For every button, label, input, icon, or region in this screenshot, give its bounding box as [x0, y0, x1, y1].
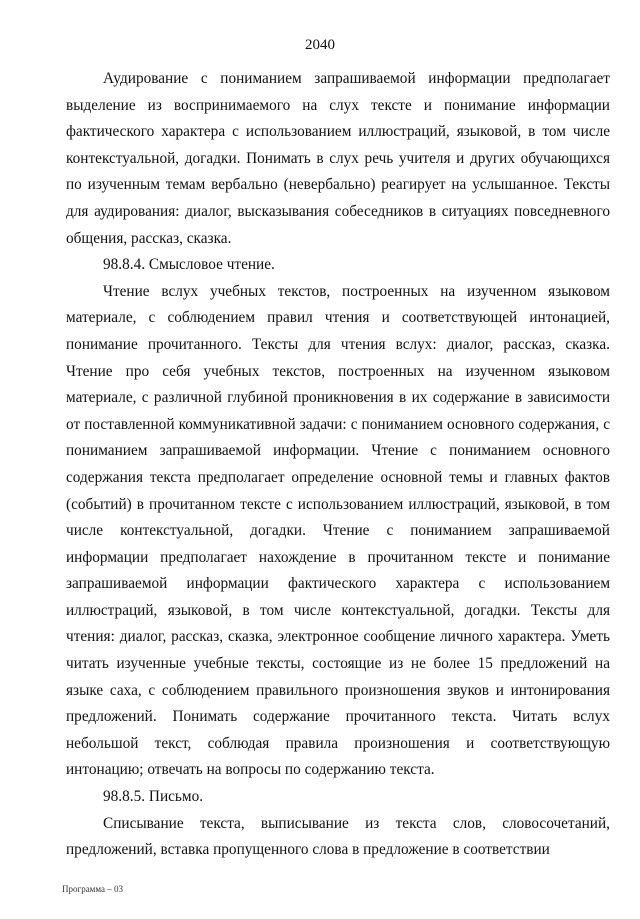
paragraph-reading: Чтение вслух учебных текстов, построенных на изученном языковом материале, с соблюдением правил чтения и соответствующей интонацией, понимание прочитанного. Тексты для чтения вслух: диалог, рассказ, сказка. Чтение про себя учебных текстов, построенных на изученном языковом материале, с различной глубиной проникновения в их содержание в зависимости от поставленной коммуникативной задачи: с пониманием основного содержания, с пониманием запрашиваемой информации. Чтение с пониманием основного содержания текста предполагает определение основной темы и главных фактов (событий) в прочитанном тексте с использованием иллюстраций, языковой, в том числе контекстуальной, догадки. Чтение с пониманием запрашиваемой информации предполагает нахождение в прочитанном тексте и понимание запрашиваемой информации фактического характера с использованием иллюстраций, языковой, в том числе контекстуальной, догадки. Тексты для чтения: диалог, рассказ, сказка, электронное сообщение личного характера. Уметь читать изученные учебные тексты, состоящие из не более 15 предложений на языке саха, с соблюдением правильного произношения звуков и интонирования предложений. Понимать содержание прочитанного текста. Читать вслух небольшой текст, соблюдая правила произношения и соответствующую интонацию; отвечать на вопросы по содержанию текста.: [66, 282, 610, 779]
paragraph-writing: Списывание текста, выписывание из текста слов, словосочетаний, предложений, вставка пропущенного слова в предложение в соответствии: [66, 814, 610, 859]
page-number: 2040: [305, 37, 335, 53]
document-body: [66, 66, 610, 864]
paragraph-listening: Аудирование с пониманием запрашиваемой информации предполагает выделение из воспринимаемого на слух тексте и понимание информации фактического характера с использованием иллюстраций, языковой, в том числе контекстуальной, догадки. Понимать в слух речь учителя и других обучающихся по изученным темам вербально (невербально) реагирует на услышанное. Тексты для аудирования: диалог, высказывания собеседников в ситуациях повседневного общения, рассказ, сказка.: [66, 70, 610, 247]
section-heading-reading: 98.8.4. Смысловое чтение.: [103, 256, 275, 274]
page-footer: Программа – 03: [62, 884, 124, 894]
section-heading-writing: 98.8.5. Письмо.: [103, 788, 204, 806]
